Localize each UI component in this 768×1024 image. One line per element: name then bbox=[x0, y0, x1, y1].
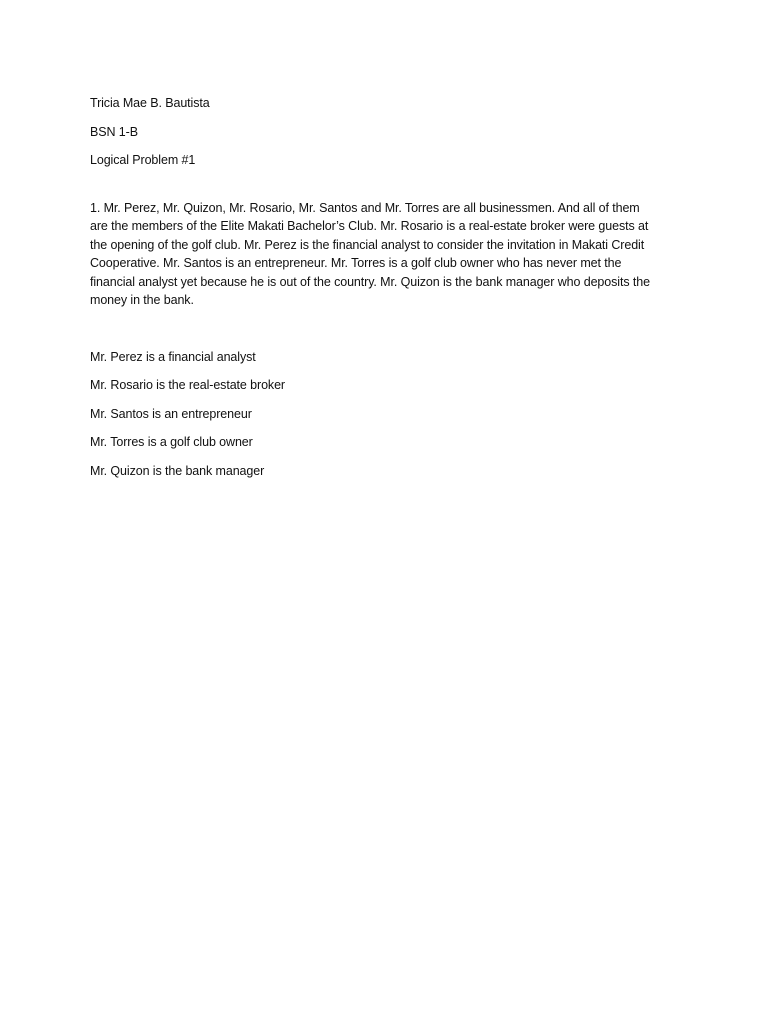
paragraph-line: Cooperative. Mr. Santos is an entrepreneur. Mr. Torres is a golf club owner who has never met the bbox=[90, 256, 622, 270]
author-name: Tricia Mae B. Bautista bbox=[90, 96, 210, 110]
paragraph-line: financial analyst yet because he is out of the country. Mr. Quizon is the bank manager who deposits the bbox=[90, 274, 650, 289]
paragraph-line: are the members of the Elite Makati Bachelor’s Club. Mr. Rosario is a real-estate broker were guests at bbox=[90, 219, 649, 233]
answer-item: Mr. Quizon is the bank manager bbox=[90, 463, 265, 478]
paragraph-line: money in the bank. bbox=[90, 293, 194, 307]
answer-item: Mr. Rosario is the real-estate broker bbox=[90, 378, 285, 392]
paragraph-line: the opening of the golf club. Mr. Perez is the financial analyst to consider the invitation in Makati Credit bbox=[90, 237, 645, 252]
answer-list bbox=[90, 348, 680, 481]
assignment-title: Logical Problem #1 bbox=[90, 153, 196, 167]
answer-item: Mr. Perez is a financial analyst bbox=[90, 349, 256, 364]
answer-item: Mr. Torres is a golf club owner bbox=[90, 435, 253, 449]
paragraph-line: 1. Mr. Perez, Mr. Quizon, Mr. Rosario, Mr. Santos and Mr. Torres are all businessmen. And all of them bbox=[90, 200, 640, 215]
problem-paragraph bbox=[90, 199, 680, 310]
class-section: BSN 1-B bbox=[90, 124, 138, 139]
document-body bbox=[90, 94, 680, 490]
answer-item: Mr. Santos is an entrepreneur bbox=[90, 406, 252, 421]
